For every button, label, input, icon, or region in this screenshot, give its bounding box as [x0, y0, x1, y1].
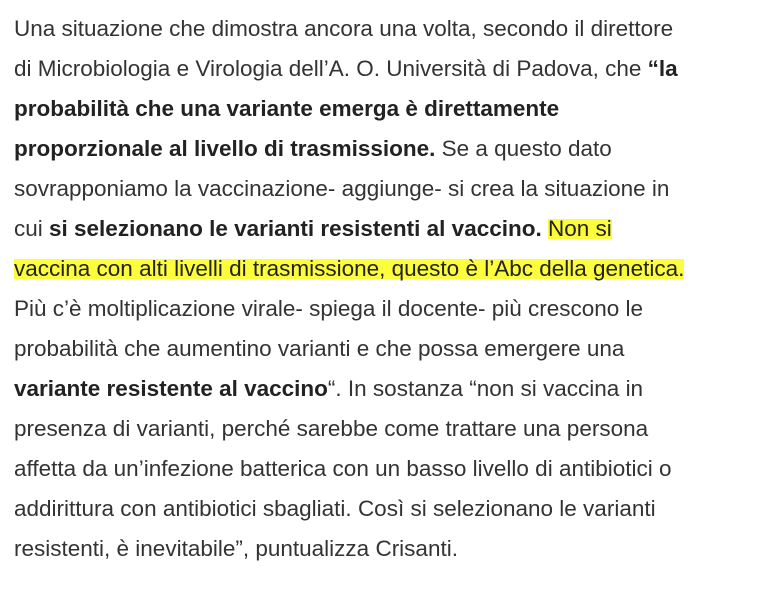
bold-text: variante resistente al vaccino: [14, 376, 328, 401]
body-text: addirittura con antibiotici sbagliati. Così si selezionano le varianti: [14, 496, 656, 521]
body-text: presenza di varianti, perché sarebbe come trattare una persona: [14, 416, 649, 441]
body-text: probabilità che aumentino varianti e che possa emergere una: [14, 336, 625, 361]
bold-text: “la: [647, 56, 678, 81]
highlighted-text: vaccina con alti livelli di trasmissione, questo è l’Abc della genetica.: [14, 256, 685, 281]
text-line: [14, 249, 766, 289]
body-text: Più c’è moltiplicazione virale- spiega il docente- più crescono le: [14, 296, 644, 321]
body-text: resistenti, è inevitabile”, puntualizza Crisanti.: [14, 536, 458, 561]
bold-text: proporzionale al livello di trasmissione.: [14, 136, 436, 161]
text-line: [14, 169, 766, 209]
text-line: [14, 369, 766, 409]
body-text: Se a questo dato: [435, 136, 612, 161]
body-text: di Microbiologia e Virologia dell’A. O. Università di Padova, che: [14, 56, 648, 81]
text-line: [14, 209, 766, 249]
bold-text: probabilità che una variante emerga è direttamente: [14, 96, 560, 121]
article-paragraph: [14, 9, 766, 569]
body-text: “. In sostanza “non si vaccina in: [327, 376, 644, 401]
text-line: [14, 49, 766, 89]
text-line: [14, 329, 766, 369]
text-line: [14, 529, 766, 569]
body-text: affetta da un’infezione batterica con un basso livello di antibiotici o: [14, 456, 672, 481]
text-line: [14, 89, 766, 129]
text-line: [14, 9, 766, 49]
text-line: [14, 129, 766, 169]
body-text: sovrapponiamo la vaccinazione- aggiunge- si crea la situazione in: [14, 176, 670, 201]
bold-text: si selezionano le varianti resistenti al vaccino.: [49, 216, 542, 241]
highlighted-text: Non si: [548, 216, 612, 241]
text-line: [14, 409, 766, 449]
body-text: Una situazione che dimostra ancora una volta, secondo il direttore: [14, 16, 674, 41]
body-text: cui: [14, 216, 50, 241]
text-line: [14, 489, 766, 529]
text-line: [14, 289, 766, 329]
text-line: [14, 449, 766, 489]
